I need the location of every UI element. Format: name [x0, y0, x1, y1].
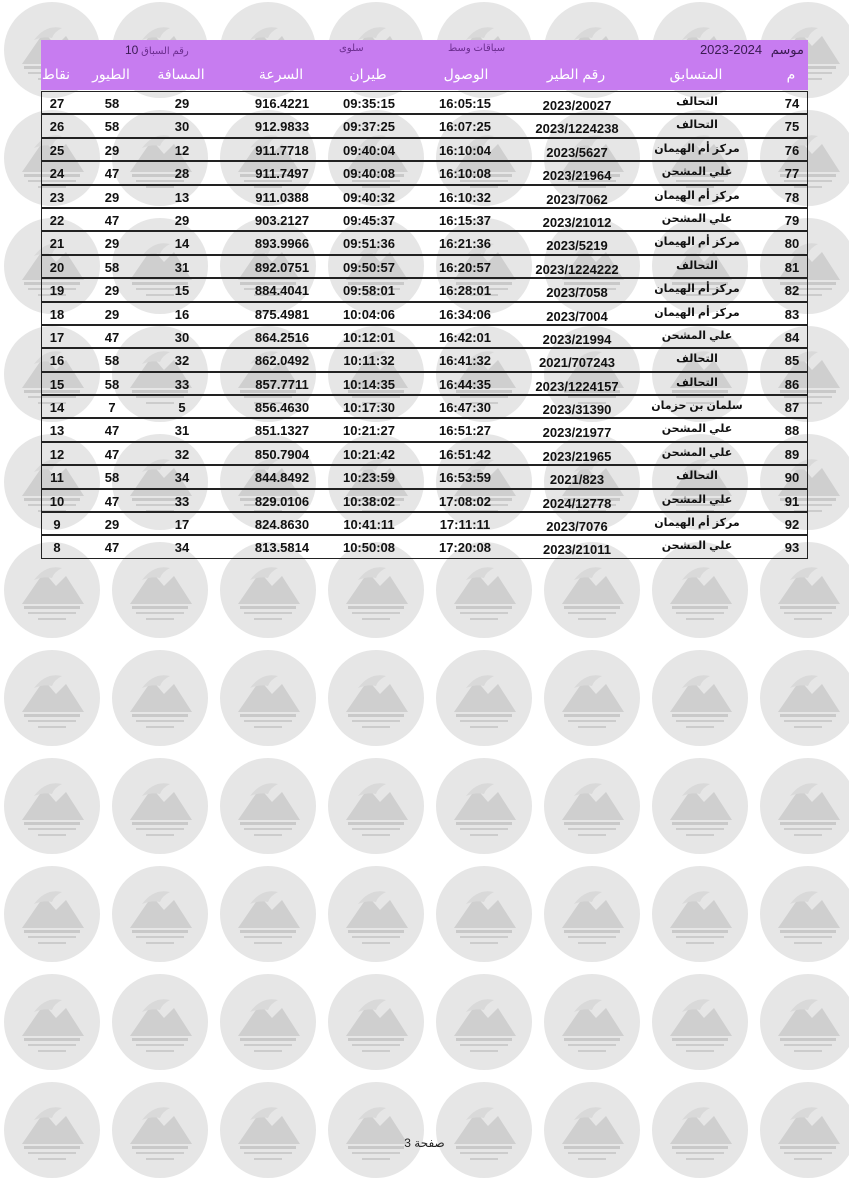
table-row: [41, 278, 808, 301]
col-header-ring: رقم الطير: [546, 66, 606, 82]
cell-birds: 7: [108, 400, 116, 416]
cell-points: 13: [49, 423, 65, 439]
cell-birds: 47: [104, 423, 120, 439]
cell-name: مركز أم الهيمان: [654, 306, 740, 319]
cell-flight: 10:50:08: [342, 540, 396, 556]
table-row: [41, 325, 808, 348]
watermark-logo: [652, 866, 748, 962]
cell-points: 23: [49, 189, 65, 205]
cell-idx: 74: [784, 96, 800, 111]
race-number-label: رقم السباق: [141, 46, 189, 57]
cell-points: 9: [53, 517, 61, 533]
cell-arrival: 16:20:57: [438, 259, 492, 275]
cell-flight: 10:41:11: [343, 517, 395, 533]
cell-flight: 10:11:32: [343, 353, 395, 369]
watermark-logo: [328, 650, 424, 746]
cell-ring: 2023/21012: [542, 214, 612, 230]
watermark-logo: [328, 1082, 424, 1178]
watermark-logo: [760, 650, 849, 746]
cell-flight: 10:12:01: [342, 329, 396, 345]
cell-speed: 857.7711: [255, 376, 309, 392]
cell-arrival: 16:34:06: [438, 306, 492, 322]
cell-ring: 2023/1224157: [535, 378, 619, 394]
cell-speed: 916.4221: [254, 96, 310, 111]
cell-arrival: 16:15:37: [438, 212, 492, 228]
table-row: [41, 418, 808, 441]
watermark-logo: [652, 974, 748, 1070]
cell-distance: 29: [174, 96, 190, 111]
watermark-logo: [4, 758, 100, 854]
cell-name: التحالف: [676, 96, 718, 108]
watermark-logo: [112, 866, 208, 962]
watermark-logo: [436, 974, 532, 1070]
cell-speed: 903.2127: [254, 212, 310, 228]
watermark-logo: [112, 974, 208, 1070]
race-category: سباقات وسط: [448, 43, 506, 54]
cell-speed: 892.0751: [254, 259, 310, 275]
cell-name: علي المشحن: [661, 423, 733, 436]
cell-birds: 47: [104, 493, 120, 509]
watermark-logo: [4, 974, 100, 1070]
cell-points: 15: [49, 376, 65, 392]
results-table: [41, 91, 808, 559]
cell-idx: 85: [784, 353, 800, 369]
cell-name: مركز أم الهيمان: [654, 236, 740, 249]
cell-points: 25: [49, 142, 65, 158]
cell-birds: 58: [104, 96, 120, 111]
cell-name: مركز أم الهيمان: [654, 517, 740, 530]
watermark-logo: [4, 1082, 100, 1178]
watermark-logo: [760, 758, 849, 854]
cell-points: 11: [50, 470, 64, 486]
cell-flight: 09:45:37: [342, 212, 396, 228]
watermark-logo: [328, 866, 424, 962]
cell-distance: 13: [174, 189, 190, 205]
table-row: [41, 348, 808, 371]
cell-flight: 10:23:59: [342, 470, 396, 486]
cell-name: التحالف: [676, 259, 718, 272]
cell-ring: 2023/7058: [546, 285, 608, 301]
cell-speed: 856.4630: [254, 400, 310, 416]
cell-distance: 34: [174, 470, 190, 486]
cell-points: 27: [49, 96, 65, 111]
cell-distance: 28: [174, 166, 190, 182]
cell-points: 12: [49, 446, 65, 462]
cell-speed: 875.4981: [254, 306, 310, 322]
watermark-logo: [652, 1082, 748, 1178]
cell-birds: 58: [104, 376, 120, 392]
table-row: [41, 114, 808, 137]
cell-points: 17: [49, 329, 65, 345]
cell-name: علي المشحن: [661, 166, 733, 179]
cell-ring: 2023/7004: [546, 308, 608, 324]
cell-flight: 10:38:02: [342, 493, 396, 509]
cell-ring: 2023/7062: [546, 191, 608, 207]
table-row: [41, 372, 808, 395]
watermark-logo: [328, 758, 424, 854]
watermark-logo: [4, 650, 100, 746]
cell-birds: 29: [104, 306, 120, 322]
race-number: 10: [125, 43, 139, 57]
cell-flight: 10:17:30: [342, 400, 396, 416]
cell-points: 19: [49, 283, 65, 299]
cell-idx: 86: [784, 376, 800, 392]
cell-arrival: 16:07:25: [438, 119, 492, 135]
cell-distance: 29: [174, 212, 190, 228]
cell-speed: 911.7497: [255, 166, 309, 182]
watermark-logo: [544, 866, 640, 962]
cell-birds: 29: [104, 142, 120, 158]
cell-arrival: 16:47:30: [438, 400, 492, 416]
watermark-logo: [544, 650, 640, 746]
cell-ring: 2023/1224222: [535, 261, 619, 277]
cell-idx: 87: [784, 400, 800, 416]
cell-name: التحالف: [676, 470, 718, 483]
watermark-logo: [652, 650, 748, 746]
cell-birds: 29: [104, 517, 120, 533]
cell-speed: 912.9833: [254, 119, 310, 135]
cell-arrival: 16:42:01: [438, 329, 492, 345]
cell-birds: 58: [104, 259, 120, 275]
cell-ring: 2021/707243: [539, 355, 615, 371]
table-row: [41, 535, 808, 558]
cell-ring: 2023/5627: [546, 144, 608, 160]
watermark-logo: [760, 974, 849, 1070]
cell-name: مركز أم الهيمان: [654, 283, 740, 296]
cell-arrival: 16:28:01: [438, 283, 492, 299]
watermark-logo: [220, 866, 316, 962]
watermark-logo: [328, 974, 424, 1070]
cell-distance: 33: [174, 376, 190, 392]
cell-distance: 30: [174, 119, 190, 135]
cell-arrival: 16:10:08: [438, 166, 492, 182]
watermark-logo: [112, 650, 208, 746]
cell-speed: 824.8630: [254, 517, 310, 533]
cell-idx: 76: [784, 142, 800, 158]
watermark-logo: [544, 758, 640, 854]
cell-idx: 83: [784, 306, 800, 322]
cell-idx: 90: [784, 470, 800, 486]
cell-idx: 84: [784, 329, 800, 345]
cell-name: علي المشحن: [661, 446, 733, 459]
cell-distance: 31: [174, 259, 190, 275]
cell-points: 26: [49, 119, 65, 135]
cell-name: سلمان بن حزمان: [651, 400, 743, 413]
cell-birds: 29: [104, 236, 120, 252]
cell-idx: 79: [784, 212, 800, 228]
col-header-flight: طيران: [349, 66, 387, 82]
col-header-distance: المسافة: [157, 66, 205, 82]
table-row: [41, 138, 808, 161]
cell-distance: 32: [174, 446, 190, 462]
watermark-logo: [220, 758, 316, 854]
cell-distance: 15: [174, 283, 190, 299]
cell-name: مركز أم الهيمان: [654, 142, 740, 155]
cell-name: علي المشحن: [661, 493, 733, 506]
cell-speed: 829.0106: [254, 493, 310, 509]
cell-arrival: 16:21:36: [438, 236, 492, 252]
cell-flight: 09:40:08: [342, 166, 396, 182]
table-row: [41, 255, 808, 278]
cell-ring: 2023/21977: [542, 425, 612, 441]
table-row: [41, 231, 808, 254]
cell-flight: 09:40:04: [342, 142, 396, 158]
cell-idx: 78: [784, 189, 800, 205]
race-location: سلوى: [339, 43, 364, 54]
cell-birds: 58: [104, 119, 120, 135]
cell-speed: 813.5814: [254, 540, 310, 556]
cell-ring: 2023/21965: [542, 448, 612, 464]
cell-ring: 2023/31390: [542, 402, 612, 418]
cell-distance: 12: [174, 142, 190, 158]
watermark-logo: [652, 758, 748, 854]
cell-idx: 81: [784, 259, 800, 275]
cell-distance: 32: [174, 353, 190, 369]
cell-speed: 884.4041: [254, 283, 310, 299]
cell-idx: 92: [784, 517, 800, 533]
cell-speed: 864.2516: [254, 329, 310, 345]
cell-name: علي المشحن: [661, 329, 733, 342]
cell-ring: 2023/21994: [542, 331, 612, 347]
table-row: [41, 489, 808, 512]
watermark-logo: [220, 974, 316, 1070]
cell-ring: 2023/21011: [543, 542, 611, 558]
table-row: [41, 395, 808, 418]
cell-distance: 14: [174, 236, 190, 252]
cell-points: 14: [49, 400, 65, 416]
cell-birds: 47: [104, 329, 120, 345]
col-header-name: المتسابق: [669, 66, 723, 82]
cell-flight: 10:04:06: [342, 306, 396, 322]
cell-birds: 47: [104, 540, 120, 556]
cell-idx: 80: [784, 236, 800, 252]
cell-arrival: 16:05:15: [438, 96, 492, 111]
cell-name: علي المشحن: [661, 212, 733, 225]
cell-speed: 850.7904: [254, 446, 310, 462]
cell-name: التحالف: [676, 376, 718, 389]
watermark-logo: [436, 650, 532, 746]
table-row: [41, 442, 808, 465]
cell-points: 16: [49, 353, 65, 369]
table-row: [41, 161, 808, 184]
page-number: صفحة 3: [404, 1136, 445, 1150]
watermark-logo: [544, 974, 640, 1070]
cell-flight: 09:40:32: [342, 189, 396, 205]
watermark-logo: [220, 1082, 316, 1178]
cell-ring: 2023/5219: [546, 238, 608, 254]
table-row: [41, 302, 808, 325]
cell-ring: 2023/7076: [546, 519, 608, 535]
cell-name: التحالف: [676, 119, 718, 132]
cell-speed: 851.1327: [254, 423, 310, 439]
table-row: [41, 91, 808, 114]
table-row: [41, 185, 808, 208]
season-label: موسم: [770, 42, 804, 57]
race-number-group: [119, 43, 189, 57]
watermark-logo: [436, 758, 532, 854]
cell-distance: 17: [174, 517, 190, 533]
cell-arrival: 16:53:59: [438, 470, 492, 486]
cell-arrival: 17:11:11: [439, 517, 491, 533]
cell-points: 24: [49, 166, 65, 182]
cell-arrival: 16:44:35: [438, 376, 492, 392]
cell-arrival: 16:10:04: [438, 142, 492, 158]
cell-speed: 893.9966: [254, 236, 310, 252]
season: [700, 42, 804, 58]
table-row: [41, 512, 808, 535]
cell-flight: 09:51:36: [342, 236, 396, 252]
cell-flight: 09:37:25: [342, 119, 396, 135]
cell-arrival: 17:20:08: [438, 540, 492, 556]
cell-flight: 09:58:01: [342, 283, 396, 299]
cell-points: 22: [49, 212, 65, 228]
cell-name: التحالف: [676, 353, 718, 366]
cell-speed: 844.8492: [254, 470, 310, 486]
watermark-logo: [760, 866, 849, 962]
cell-points: 21: [49, 236, 65, 252]
col-header-arrival: الوصول: [443, 66, 489, 82]
cell-birds: 47: [104, 446, 120, 462]
cell-birds: 29: [104, 189, 120, 205]
cell-ring: 2023/21964: [542, 168, 612, 184]
cell-flight: 09:35:15: [342, 96, 396, 111]
cell-distance: 31: [174, 423, 190, 439]
col-header-speed: السرعة: [258, 66, 304, 82]
watermark-logo: [760, 1082, 849, 1178]
cell-points: 10: [49, 493, 65, 509]
cell-name: علي المشحن: [661, 540, 733, 553]
season-value: 2024-2023: [699, 42, 763, 57]
watermark-logo: [112, 1082, 208, 1178]
watermark-logo: [4, 866, 100, 962]
cell-distance: 34: [174, 540, 190, 556]
cell-arrival: 16:51:42: [438, 446, 492, 462]
watermark-logo: [112, 758, 208, 854]
col-header-birds: الطيور: [92, 66, 130, 82]
cell-flight: 09:50:57: [342, 259, 396, 275]
cell-idx: 77: [784, 166, 800, 182]
cell-arrival: 16:10:32: [438, 189, 492, 205]
cell-ring: 2023/1224238: [535, 121, 619, 137]
cell-points: 20: [49, 259, 65, 275]
table-row: [41, 465, 808, 488]
watermark-logo: [436, 866, 532, 962]
cell-idx: 93: [784, 540, 800, 556]
cell-distance: 33: [174, 493, 190, 509]
cell-birds: 29: [104, 283, 120, 299]
cell-distance: 16: [174, 306, 190, 322]
cell-distance: 30: [174, 329, 190, 345]
cell-arrival: 16:41:32: [438, 353, 492, 369]
cell-birds: 47: [104, 166, 120, 182]
cell-idx: 82: [784, 283, 800, 299]
cell-speed: 862.0492: [254, 353, 310, 369]
watermark-logo: [436, 1082, 532, 1178]
cell-flight: 10:21:42: [342, 446, 396, 462]
watermark-logo: [544, 1082, 640, 1178]
cell-points: 18: [49, 306, 65, 322]
cell-flight: 10:21:27: [342, 423, 396, 439]
cell-idx: 88: [784, 423, 800, 439]
cell-flight: 10:14:35: [342, 376, 396, 392]
cell-ring: 2023/20027: [542, 98, 612, 113]
cell-name: مركز أم الهيمان: [654, 189, 740, 202]
results-header: [41, 40, 808, 90]
cell-idx: 91: [784, 493, 800, 509]
cell-ring: 2021/823: [549, 472, 605, 488]
cell-speed: 911.0388: [255, 189, 309, 205]
cell-arrival: 17:08:02: [438, 493, 492, 509]
cell-distance: 5: [178, 400, 186, 416]
cell-idx: 75: [784, 119, 800, 135]
cell-birds: 47: [104, 212, 120, 228]
cell-speed: 911.7718: [255, 142, 309, 158]
table-row: [41, 208, 808, 231]
cell-arrival: 16:51:27: [438, 423, 492, 439]
cell-ring: 2024/12778: [542, 495, 612, 511]
watermark-logo: [220, 650, 316, 746]
cell-idx: 89: [784, 446, 800, 462]
col-header-idx: م: [786, 66, 796, 82]
cell-points: 8: [53, 540, 61, 556]
cell-birds: 58: [104, 470, 120, 486]
cell-birds: 58: [104, 353, 120, 369]
col-header-points: نقاط: [41, 66, 71, 82]
